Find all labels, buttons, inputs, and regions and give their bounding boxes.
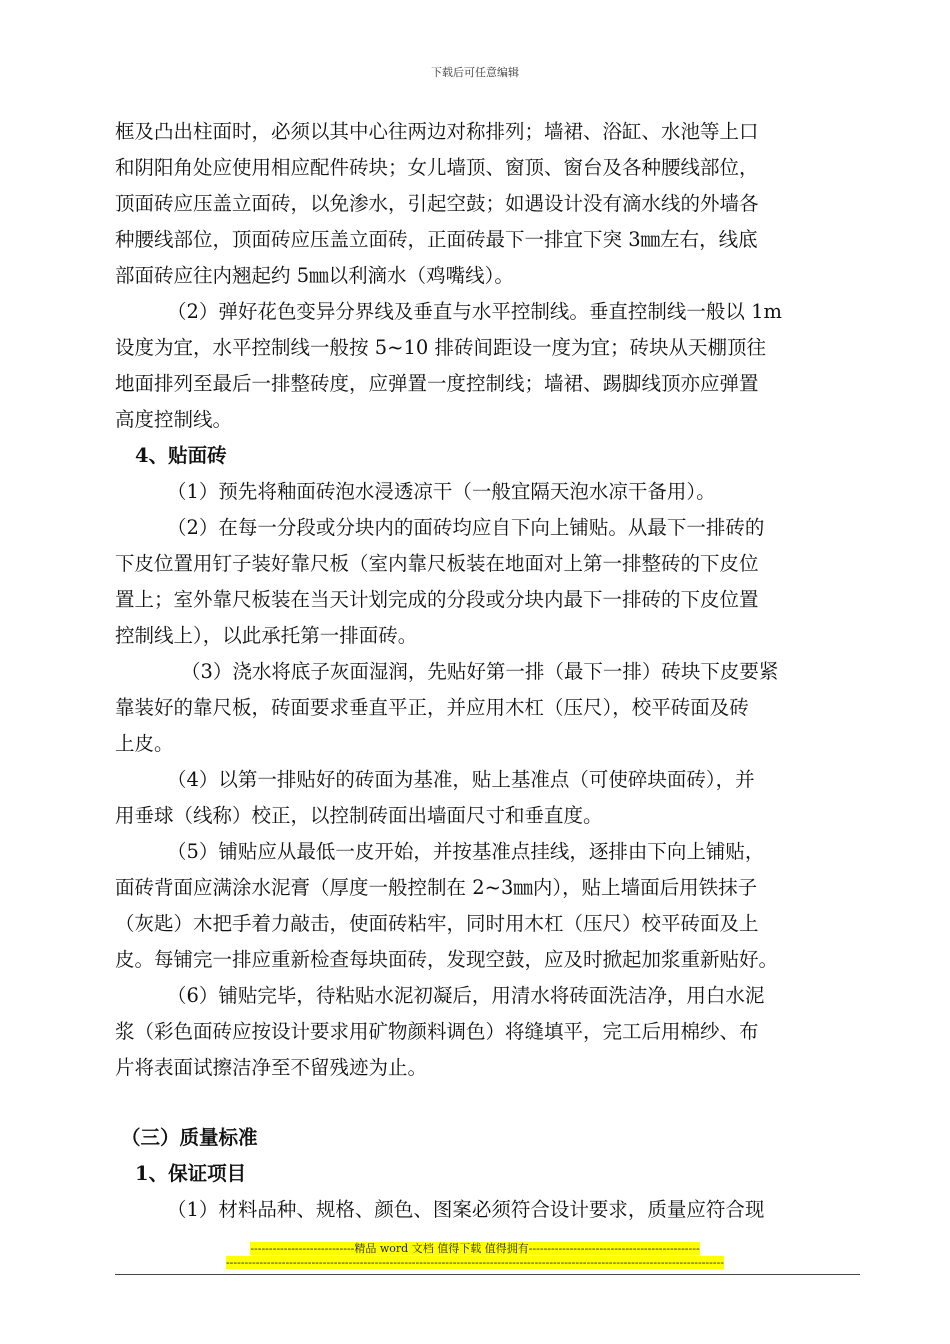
footer-line-1: ----------------------------精品 word 文档 值得下载 值得拥有---------------------------------------------- [250, 1242, 700, 1255]
footer-line-2: -------------------------------------------------------------------------------------------------------------------------------------- [225, 1256, 725, 1269]
paragraph-line: 地面排列至最后一排整砖度，应弹置一度控制线；墙裙、踢脚线顶亦应弹置 [115, 372, 759, 395]
blank-line [115, 1086, 865, 1120]
paragraph-line: 上皮。 [115, 732, 174, 755]
paragraph-line: （2）弹好花色变异分界线及垂直与水平控制线。垂直控制线一般以 1m [167, 300, 783, 323]
paragraph-line: 皮。每铺完一排应重新检查每块面砖，发现空鼓，应及时掀起加浆重新贴好。 [115, 948, 779, 971]
paragraph-line: 和阴阳角处应使用相应配件砖块；女儿墙顶、窗顶、窗台及各种腰线部位， [115, 156, 759, 179]
paragraph-line: 部面砖应往内翘起约 5㎜以利滴水（鸡嘴线）。 [115, 264, 514, 287]
footer-banner [0, 1240, 950, 1256]
paragraph-line: （4）以第一排贴好的砖面为基准，贴上基准点（可使碎块面砖），并 [167, 768, 755, 791]
paragraph-line: 面砖背面应满涂水泥膏（厚度一般控制在 2~3㎜内），贴上墙面后用铁抹子 [115, 876, 758, 899]
section-heading: 1、保证项目 [135, 1162, 247, 1185]
paragraph-line: （1）预先将釉面砖泡水浸透凉干（一般宜隔天泡水凉干备用）。 [167, 480, 716, 503]
footer-rule [115, 1274, 860, 1275]
paragraph-line: 下皮位置用钉子装好靠尺板（室内靠尺板装在地面对上第一排整砖的下皮位 [115, 552, 759, 575]
paragraph-line: （5）铺贴应从最低一皮开始，并按基准点挂线，逐排由下向上铺贴， [167, 840, 765, 863]
section-heading: （三）质量标准 [121, 1126, 258, 1149]
paragraph-line: 顶面砖应压盖立面砖，以免渗水，引起空鼓；如遇设计没有滴水线的外墙各 [115, 192, 759, 215]
paragraph-line: 高度控制线。 [115, 408, 233, 431]
paragraph-line: （3）浇水将底子灰面湿润，先贴好第一排（最下一排）砖块下皮要紧 [181, 660, 779, 683]
paragraph-line: 设度为宜，水平控制线一般按 5~10 排砖间距设一度为宜；砖块从天棚顶往 [115, 336, 766, 359]
paragraph-line: 置上；室外靠尺板装在当天计划完成的分段或分块内最下一排砖的下皮位置 [115, 588, 759, 611]
paragraph-line: （2）在每一分段或分块内的面砖均应自下向上铺贴。从最下一排砖的 [167, 516, 765, 539]
paragraph-line: 浆（彩色面砖应按设计要求用矿物颜料调色）将缝填平，完工后用棉纱、布 [115, 1020, 759, 1043]
paragraph-line: （灰匙）木把手着力敲击，使面砖粘牢，同时用木杠（压尺）校平砖面及上 [115, 912, 759, 935]
paragraph-line: 控制线上），以此承托第一排面砖。 [115, 624, 418, 647]
paragraph-line: 片将表面试擦洁净至不留残迹为止。 [115, 1056, 428, 1079]
paragraph-line: 靠装好的靠尺板，砖面要求垂直平正，并应用木杠（压尺），校平砖面及砖 [115, 696, 749, 719]
paragraph-line: （6）铺贴完毕，待粘贴水泥初凝后，用清水将砖面洗洁净，用白水泥 [167, 984, 765, 1007]
document-body [115, 114, 865, 1228]
paragraph-line: （1）材料品种、规格、颜色、图案必须符合设计要求，质量应符合现 [167, 1198, 765, 1221]
paragraph-line: 种腰线部位，顶面砖应压盖立面砖，正面砖最下一排宜下突 3㎜左右，线底 [115, 228, 758, 251]
section-heading: 4、贴面砖 [135, 444, 227, 467]
paragraph-line: 框及凸出柱面时，必须以其中心往两边对称排列；墙裙、浴缸、水池等上口 [115, 120, 759, 143]
paragraph-line: 用垂球（线称）校正，以控制砖面出墙面尺寸和垂直度。 [115, 804, 603, 827]
page-header: 下载后可任意编辑 [431, 66, 519, 79]
footer-banner-dashes [0, 1256, 950, 1269]
